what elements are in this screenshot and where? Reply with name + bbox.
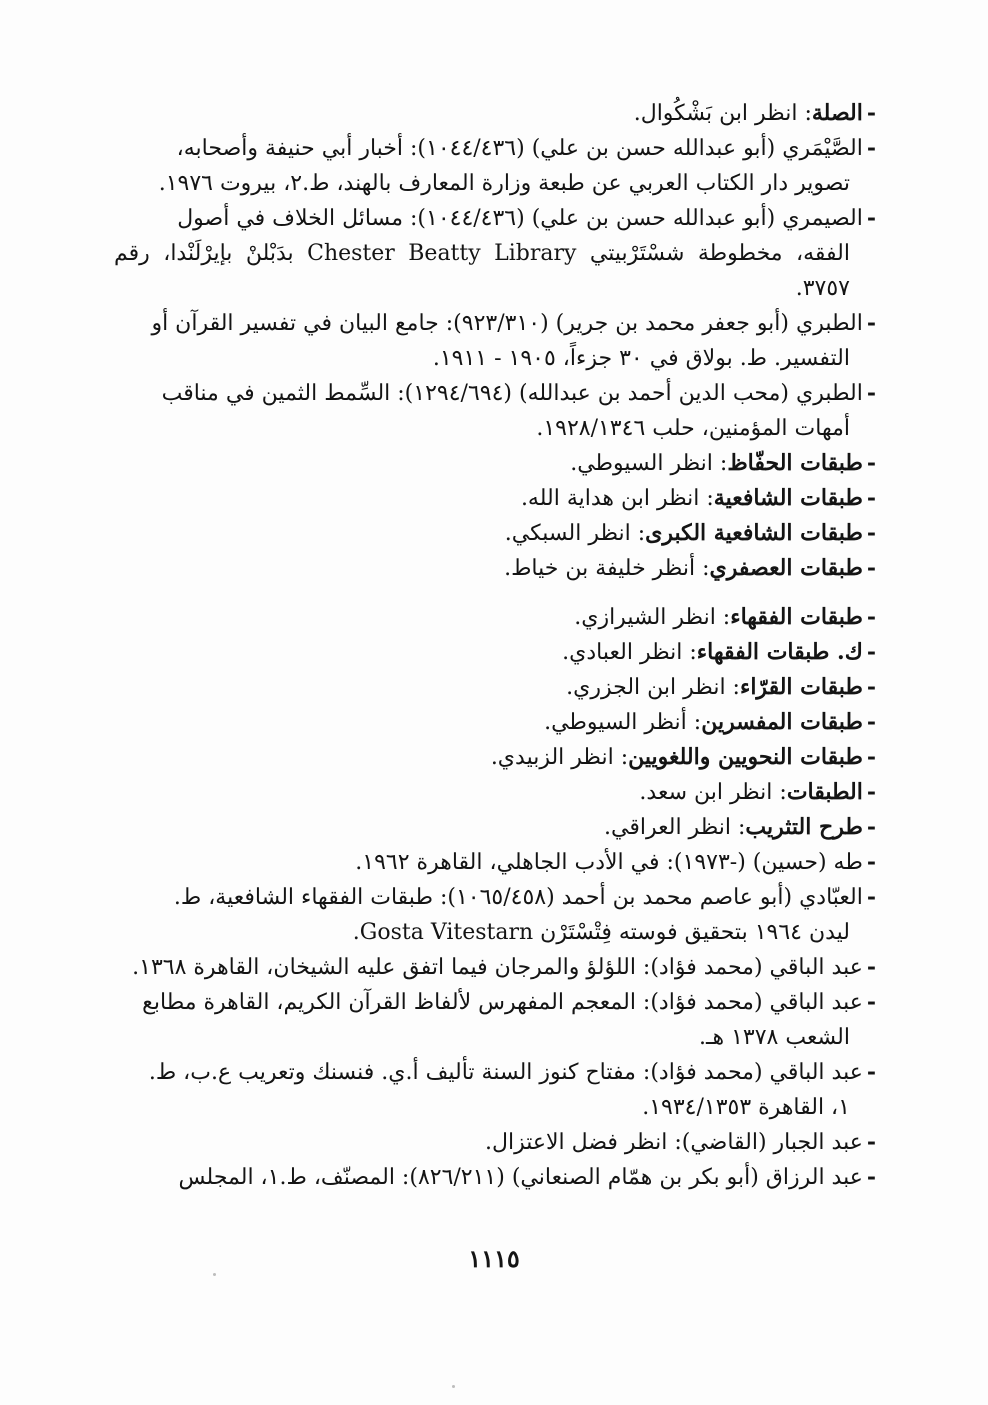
entry-bullet-dash: -: [866, 604, 876, 630]
entry-title: طبقات الحفّاظ: [727, 450, 863, 476]
entry-bullet-dash: -: [866, 639, 876, 665]
entry-bullet-dash: -: [866, 744, 876, 770]
entry-title: طبقات القرّاء: [739, 674, 863, 700]
entry-bullet-dash: -: [866, 1059, 876, 1085]
entry-text: : انظر ابن الجزري.: [566, 675, 740, 700]
entry-bullet-dash: -: [866, 884, 876, 910]
entry-bullet-dash: -: [866, 1164, 876, 1190]
entry-continuation: أمهات المؤمنين، حلب ١٩٢٨/١٣٤٦.: [536, 416, 850, 441]
entry-text: عبد الباقي (محمد فؤاد): اللؤلؤ والمرجان فيما اتفق عليه الشيخان، القاهرة ١٣٦٨.: [132, 955, 863, 980]
entry-title: طبقات المفسرين: [701, 709, 863, 735]
bibliography-list: [114, 96, 876, 1195]
entry-bullet-dash: -: [866, 100, 876, 126]
entry-bullet-dash: -: [866, 520, 876, 546]
bibliography-entry: [114, 880, 876, 950]
entry-text: الطبري (محب الدين أحمد بن عبدالله) (١٢٩٤/٦٩٤): السِّمط الثمين في مناقب: [161, 381, 863, 406]
entry-title: طبقات الفقهاء: [730, 604, 863, 630]
entry-text: : انظر ابن سعد.: [639, 780, 787, 805]
scan-speck: [452, 1385, 455, 1388]
page-number: ١١١٥: [468, 1244, 520, 1273]
entry-bullet-dash: -: [866, 485, 876, 511]
bibliography-entry: [114, 96, 876, 131]
entry-text: : انظر السيوطي.: [570, 451, 728, 476]
entry-bullet-dash: -: [866, 380, 876, 406]
entry-text: الصَّيْمَري (أبو عبدالله حسن بن علي) (١٠٤٤/٤٣٦): أخبار أبي حنيفة وأصحابه،: [176, 136, 863, 161]
entry-text: الصيمري (أبو عبدالله حسن بن علي) (١٠٤٤/٤٣٦): مسائل الخلاف في أصول: [177, 206, 863, 231]
bibliography-entry: [114, 985, 876, 1055]
entry-text: عبد الرزاق (أبو بكر بن همّام الصنعاني) (٨٢٦/٢١١): المصنّف، ط.١، المجلس: [178, 1165, 863, 1190]
entry-text: الطبري (أبو جعفر محمد بن جرير) (٩٢٣/٣١٠): جامع البيان في تفسير القرآن أو: [151, 311, 863, 336]
entry-continuation: الفقه، مخطوطة شسْتَرْبيتي Chester Beatty Library بدَبْلنْ بإيرْلَنْدا، رقم ٣٧٥٧.: [114, 241, 850, 301]
entry-bullet-dash: -: [866, 555, 876, 581]
bibliography-entry: [114, 670, 876, 705]
bibliography-entry: [114, 635, 876, 670]
bibliography-entry: [114, 1160, 876, 1195]
bibliography-entry: [114, 131, 876, 201]
entry-title: طبقات الشافعية الكبرى: [645, 520, 863, 546]
entry-bullet-dash: -: [866, 674, 876, 700]
entry-bullet-dash: -: [866, 1129, 876, 1155]
entry-continuation: التفسير. ط. بولاق في ٣٠ جزءاً، ١٩٠٥ - ١٩١١.: [432, 346, 850, 371]
bibliography-entry: [114, 306, 876, 376]
bibliography-entry: [114, 201, 876, 306]
entry-bullet-dash: -: [866, 989, 876, 1015]
entry-spacer: [114, 586, 876, 600]
bibliography-entry: [114, 446, 876, 481]
entry-text: : انظر الشيرازي.: [574, 605, 731, 630]
bibliography-entry: [114, 705, 876, 740]
entry-title: طبقات النحويين واللغويين: [628, 744, 863, 770]
entry-text: : انظر العراقي.: [604, 815, 746, 840]
entry-text: : انظر ابن هداية الله.: [520, 486, 714, 511]
entry-bullet-dash: -: [866, 779, 876, 805]
entry-text: : انظر العبادي.: [562, 640, 697, 665]
entry-title: طبقات العصفري: [709, 555, 863, 581]
entry-bullet-dash: -: [866, 310, 876, 336]
entry-text: العبّادي (أبو عاصم محمد بن أحمد (١٠٦٥/٤٥٨): طبقات الفقهاء الشافعية، ط.: [173, 885, 863, 910]
entry-continuation: ١، القاهرة ١٩٣٤/١٣٥٣.: [642, 1095, 850, 1120]
bibliography-entry: [114, 1125, 876, 1160]
entry-text: عبد الجبار (القاضي): انظر فضل الاعتزال.: [485, 1130, 863, 1155]
entry-continuation: الشعب ١٣٧٨ هـ.: [699, 1025, 850, 1050]
entry-text: عبد الباقي (محمد فؤاد): المعجم المفهرس لألفاظ القرآن الكريم، القاهرة مطابع: [142, 990, 863, 1015]
entry-title: ك. طبقات الفقهاء: [696, 639, 863, 665]
entry-title: طرح التثريب: [745, 814, 863, 840]
entry-bullet-dash: -: [866, 450, 876, 476]
entry-bullet-dash: -: [866, 205, 876, 231]
bibliography-entry: [114, 600, 876, 635]
bibliography-entry: [114, 551, 876, 586]
bibliography-entry: [114, 516, 876, 551]
entry-text: : انظر ابن بَشْكُوال.: [633, 101, 812, 126]
entry-bullet-dash: -: [866, 814, 876, 840]
scan-speck: [213, 1273, 216, 1276]
entry-title: الطبقات: [786, 779, 863, 805]
entry-title: طبقات الشافعية: [713, 485, 863, 511]
entry-bullet-dash: -: [866, 849, 876, 875]
entry-text: طه (حسين) (-١٩٧٣): في الأدب الجاهلي، القاهرة ١٩٦٢.: [355, 850, 863, 875]
entry-text: : أنظر السيوطي.: [544, 710, 702, 735]
entry-text: : انظر الزبيدي.: [490, 745, 629, 770]
entry-title: الصلة: [811, 100, 863, 126]
bibliography-entry: [114, 845, 876, 880]
entry-text: عبد الباقي (محمد فؤاد): مفتاح كنوز السنة تأليف أ.ي. فنسنك وتعريب ع.ب، ط.: [148, 1060, 863, 1085]
bibliography-entry: [114, 481, 876, 516]
bibliography-entry: [114, 1055, 876, 1125]
bibliography-entry: [114, 810, 876, 845]
entry-continuation: تصوير دار الكتاب العربي عن طبعة وزارة المعارف بالهند، ط.٢، بيروت ١٩٧٦.: [158, 171, 850, 196]
bibliography-entry: [114, 740, 876, 775]
entry-continuation: ليدن ١٩٦٤ بتحقيق فوسته فِتْسْتَرْن Gosta Vitestarn.: [352, 920, 850, 945]
entry-bullet-dash: -: [866, 709, 876, 735]
bibliography-entry: [114, 950, 876, 985]
bibliography-entry: [114, 376, 876, 446]
entry-bullet-dash: -: [866, 135, 876, 161]
entry-text: : أنظر خليفة بن خياط.: [504, 556, 710, 581]
entry-text: : انظر السبكي.: [504, 521, 646, 546]
bibliography-entry: [114, 775, 876, 810]
entry-bullet-dash: -: [866, 954, 876, 980]
